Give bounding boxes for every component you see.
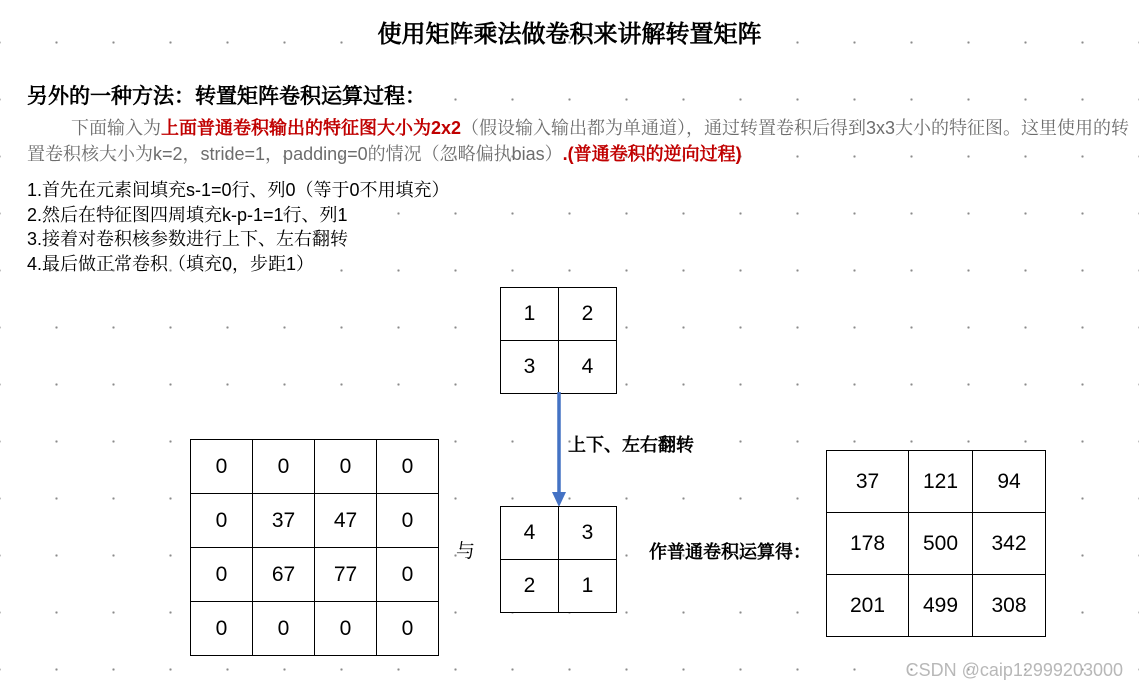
matrix-cell: 0 bbox=[377, 548, 439, 602]
matrix-cell: 37 bbox=[253, 494, 315, 548]
matrix-cell: 77 bbox=[315, 548, 377, 602]
flip-label: 上下、左右翻转 bbox=[568, 435, 694, 455]
and-label: 与 bbox=[456, 541, 476, 562]
matrix-cell: 1 bbox=[559, 560, 617, 613]
matrix-cell: 4 bbox=[559, 341, 617, 394]
page-title: 使用矩阵乘法做卷积来讲解转置矩阵 bbox=[377, 21, 762, 48]
matrix-cell: 37 bbox=[827, 451, 909, 513]
paragraph-highlight-1: 上面普通卷积输出的特征图大小为2x2 bbox=[161, 118, 462, 138]
matrix-cell: 201 bbox=[827, 575, 909, 637]
matrix-cell: 308 bbox=[973, 575, 1046, 637]
paragraph-text-1: 下面输入为 bbox=[71, 118, 161, 138]
section-subtitle: 另外的一种方法：转置矩阵卷积运算过程： bbox=[27, 85, 426, 108]
matrix-cell: 0 bbox=[253, 602, 315, 656]
kernel-matrix bbox=[500, 287, 617, 394]
matrix-cell: 121 bbox=[909, 451, 973, 513]
matrix-cell: 3 bbox=[559, 507, 617, 560]
matrix-cell: 0 bbox=[377, 440, 439, 494]
steps-list bbox=[27, 178, 450, 276]
down-arrow-icon bbox=[549, 392, 569, 510]
matrix-cell: 0 bbox=[377, 602, 439, 656]
matrix-cell: 0 bbox=[191, 440, 253, 494]
result-matrix bbox=[826, 450, 1046, 637]
watermark: CSDN @caip12999203000 bbox=[905, 660, 1123, 680]
matrix-cell: 0 bbox=[315, 440, 377, 494]
matrix-cell: 0 bbox=[191, 602, 253, 656]
matrix-cell: 0 bbox=[315, 602, 377, 656]
matrix-cell: 499 bbox=[909, 575, 973, 637]
matrix-cell: 0 bbox=[253, 440, 315, 494]
description-paragraph bbox=[27, 115, 1132, 167]
flipped-kernel-matrix bbox=[500, 506, 617, 613]
result-label: 作普通卷积运算得： bbox=[649, 542, 811, 562]
matrix-cell: 67 bbox=[253, 548, 315, 602]
matrix-cell: 3 bbox=[501, 341, 559, 394]
paragraph-highlight-2: .(普通卷积的逆向过程) bbox=[562, 144, 742, 164]
matrix-cell: 0 bbox=[377, 494, 439, 548]
matrix-cell: 178 bbox=[827, 513, 909, 575]
matrix-cell: 2 bbox=[559, 288, 617, 341]
step-item: 4.最后做正常卷积（填充0，步距1） bbox=[27, 253, 315, 274]
matrix-cell: 47 bbox=[315, 494, 377, 548]
matrix-cell: 94 bbox=[973, 451, 1046, 513]
step-item: 2.然后在特征图四周填充k-p-1=1行、列1 bbox=[27, 204, 348, 225]
matrix-cell: 342 bbox=[973, 513, 1046, 575]
padded-input-matrix bbox=[190, 439, 439, 656]
step-item: 1.首先在元素间填充s-1=0行、列0（等于0不用填充） bbox=[27, 180, 450, 200]
matrix-cell: 1 bbox=[501, 288, 559, 341]
matrix-cell: 0 bbox=[191, 494, 253, 548]
paragraph-text-2: （假设输入输出都为单通道），通过转置卷积后得到3x3大小的特征图。这里使用的转置卷积核大小为k=2，stride=1，padding=0的情况（忽略偏执bias） bbox=[27, 118, 1130, 164]
matrix-cell: 4 bbox=[501, 507, 559, 560]
matrix-cell: 2 bbox=[501, 560, 559, 613]
matrix-cell: 0 bbox=[191, 548, 253, 602]
step-item: 3.接着对卷积核参数进行上下、左右翻转 bbox=[27, 229, 349, 249]
matrix-cell: 500 bbox=[909, 513, 973, 575]
